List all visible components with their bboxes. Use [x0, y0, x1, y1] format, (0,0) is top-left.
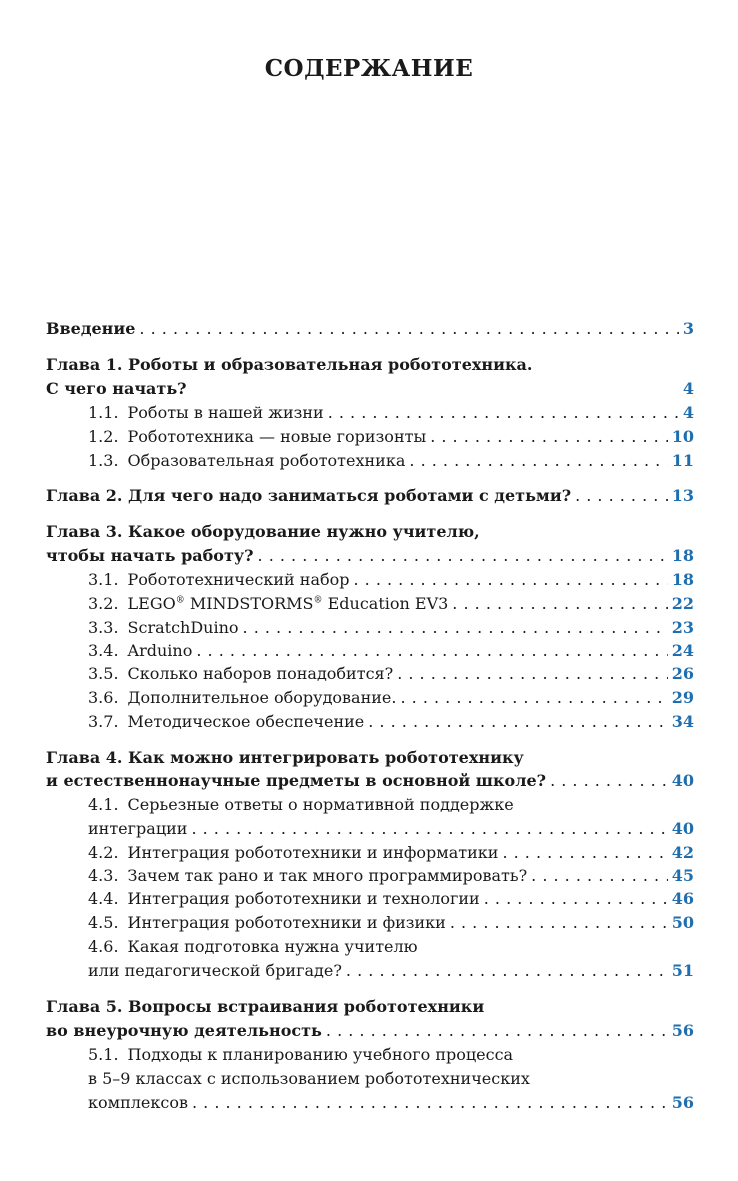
toc-entry-label: и естественнонаучные предметы в основной школе?	[46, 771, 547, 790]
toc-entry-label: Глава 5. Вопросы встраивания робототехники	[46, 997, 485, 1016]
toc-entry-5-1-cont2[interactable]	[88, 1091, 694, 1115]
toc-entry-label: Робототехника — новые горизонты	[127, 427, 427, 446]
toc-entry-3-6[interactable]	[88, 686, 694, 710]
page-number: 18	[671, 546, 694, 565]
toc-entry-label: Глава 1. Роботы и образовательная робототехника.	[46, 355, 533, 374]
leader-dots	[258, 544, 668, 568]
toc-entry-label: Сколько наборов понадобится?	[127, 664, 394, 683]
page-number: 29	[671, 688, 694, 707]
section-number: 3.2.	[88, 594, 119, 613]
toc-entry-3-7[interactable]	[88, 710, 694, 734]
toc-entry-label: Arduino	[127, 641, 193, 660]
page-number: 34	[671, 712, 694, 731]
toc-chapter-5-heading[interactable]	[46, 995, 694, 1019]
toc-entry-3-2[interactable]	[88, 592, 694, 616]
section-number: 5.1.	[88, 1045, 119, 1064]
toc-entry-1-1[interactable]	[88, 401, 694, 425]
leader-dots	[400, 686, 667, 710]
toc-entry-label: Какая подготовка нужна учителю	[127, 937, 418, 956]
toc-entry-label: Введение	[46, 319, 136, 338]
toc-entry-5-1-cont[interactable]	[88, 1067, 694, 1091]
page-number: 13	[671, 486, 694, 505]
section-number: 1.2.	[88, 427, 119, 446]
toc-entry-intro[interactable]	[46, 317, 694, 341]
page-number: 42	[671, 843, 694, 862]
toc-chapter-1-heading-cont[interactable]	[46, 377, 694, 401]
toc-entry-label: LEGO	[127, 594, 176, 613]
toc-entry-label: Интеграция робототехники и технологии	[127, 889, 480, 908]
leader-dots	[484, 887, 668, 911]
toc-entry-label: чтобы начать работу?	[46, 546, 254, 565]
leader-dots	[575, 484, 668, 508]
toc-entry-label: Интеграция робототехники и физики	[127, 913, 446, 932]
section-number: 3.3.	[88, 618, 119, 637]
leader-dots	[353, 568, 667, 592]
page-title: СОДЕРЖАНИЕ	[264, 55, 474, 82]
section-number: 1.1.	[88, 403, 119, 422]
leader-dots	[430, 425, 668, 449]
leader-dots	[191, 817, 667, 841]
toc-entry-4-3[interactable]	[88, 864, 694, 888]
toc-entry-4-5[interactable]	[88, 911, 694, 935]
toc-entry-label: Education EV3	[322, 594, 449, 613]
toc-entry-4-6[interactable]	[88, 935, 694, 959]
leader-dots	[139, 317, 678, 341]
section-number: 4.5.	[88, 913, 119, 932]
section-number: 3.6.	[88, 688, 119, 707]
leader-dots	[409, 449, 667, 473]
toc-chapter-3-heading-cont[interactable]	[46, 544, 694, 568]
section-number: 3.4.	[88, 641, 119, 660]
leader-dots	[196, 639, 667, 663]
toc-entry-label: интеграции	[88, 819, 188, 838]
section-number: 3.5.	[88, 664, 119, 683]
page-number: 51	[671, 961, 694, 980]
page-number: 22	[671, 594, 694, 613]
toc-entry-3-5[interactable]	[88, 662, 694, 686]
page-number: 11	[671, 451, 694, 470]
toc-entry-4-4[interactable]	[88, 887, 694, 911]
page-number: 50	[671, 913, 694, 932]
toc-entry-3-1[interactable]	[88, 568, 694, 592]
leader-dots	[328, 401, 679, 425]
toc-entry-label: Дополнительное оборудование.	[127, 688, 397, 707]
toc-entry-label: Робототехнический набор	[127, 570, 350, 589]
section-number: 3.7.	[88, 712, 119, 731]
toc-entry-4-6-cont[interactable]	[88, 959, 694, 983]
toc-entry-label: или педагогической бригаде?	[88, 961, 342, 980]
page-number: 56	[671, 1021, 694, 1040]
section-number: 1.3.	[88, 451, 119, 470]
toc-entry-label: Методическое обеспечение	[127, 712, 365, 731]
toc-entry-label: ScratchDuino	[127, 618, 239, 637]
leader-dots	[502, 841, 667, 865]
toc-entry-4-2[interactable]	[88, 841, 694, 865]
registered-mark: ®	[175, 595, 185, 606]
page-number: 10	[671, 427, 694, 446]
toc-entry-label: Интеграция робототехники и информатики	[127, 843, 499, 862]
section-number: 4.6.	[88, 937, 119, 956]
page-number: 26	[671, 664, 694, 683]
leader-dots	[346, 959, 668, 983]
registered-mark: ®	[313, 595, 323, 606]
toc-entry-label: Серьезные ответы о нормативной поддержке	[127, 795, 514, 814]
toc-entry-3-3[interactable]	[88, 616, 694, 640]
toc-entry-3-4[interactable]	[88, 639, 694, 663]
leader-dots	[192, 1091, 668, 1115]
leader-dots	[368, 710, 667, 734]
toc-entry-label: Глава 4. Как можно интегрировать робототехнику	[46, 748, 524, 767]
leader-dots	[326, 1019, 668, 1043]
toc-chapter-1-heading[interactable]	[46, 353, 694, 377]
page-number: 45	[671, 866, 694, 885]
page-number: 4	[682, 379, 694, 398]
toc-entry-5-1[interactable]	[88, 1043, 694, 1067]
leader-dots	[531, 864, 668, 888]
toc-chapter-4-heading-cont[interactable]	[46, 769, 694, 793]
page-number: 40	[671, 819, 694, 838]
page-number: 3	[682, 319, 694, 338]
toc-entry-label: во внеурочную деятельность	[46, 1021, 322, 1040]
toc-entry-label: MINDSTORMS	[184, 594, 314, 613]
toc-entry-label: комплексов	[88, 1093, 188, 1112]
section-number: 4.3.	[88, 866, 119, 885]
toc-entry-1-3[interactable]	[88, 449, 694, 473]
leader-dots	[450, 911, 668, 935]
page-number: 46	[671, 889, 694, 908]
toc-chapter-4-heading[interactable]	[46, 746, 694, 770]
section-number: 4.4.	[88, 889, 119, 908]
toc-entry-label: Глава 2. Для чего надо заниматься роботами с детьми?	[46, 486, 572, 505]
page-number: 18	[671, 570, 694, 589]
toc-entry-label: С чего начать?	[46, 379, 187, 398]
page-number: 24	[671, 641, 694, 660]
leader-dots	[397, 662, 668, 686]
leader-dots	[550, 769, 668, 793]
toc-chapter-3-heading[interactable]	[46, 520, 694, 544]
section-number: 4.1.	[88, 795, 119, 814]
toc-entry-4-1[interactable]	[88, 793, 694, 817]
toc-entry-label: Образовательная робототехника	[127, 451, 406, 470]
toc-chapter-2-heading[interactable]	[46, 484, 694, 508]
toc-entry-label: в 5–9 классах с использованием робототехнических	[88, 1069, 530, 1088]
toc-entry-4-1-cont[interactable]	[88, 817, 694, 841]
toc-entry-label: Зачем так рано и так много программировать?	[127, 866, 528, 885]
toc-chapter-5-heading-cont[interactable]	[46, 1019, 694, 1043]
toc-entry-1-2[interactable]	[88, 425, 694, 449]
leader-dots	[452, 592, 667, 616]
page-number: 4	[682, 403, 694, 422]
page-number: 40	[671, 771, 694, 790]
section-number: 3.1.	[88, 570, 119, 589]
page-number: 23	[671, 618, 694, 637]
toc-entry-label: Глава 3. Какое оборудование нужно учителю,	[46, 522, 480, 541]
page-number: 56	[671, 1093, 694, 1112]
leader-dots	[243, 616, 668, 640]
section-number: 4.2.	[88, 843, 119, 862]
toc-entry-label: Роботы в нашей жизни	[127, 403, 324, 422]
toc-entry-label: Подходы к планированию учебного процесса	[127, 1045, 514, 1064]
